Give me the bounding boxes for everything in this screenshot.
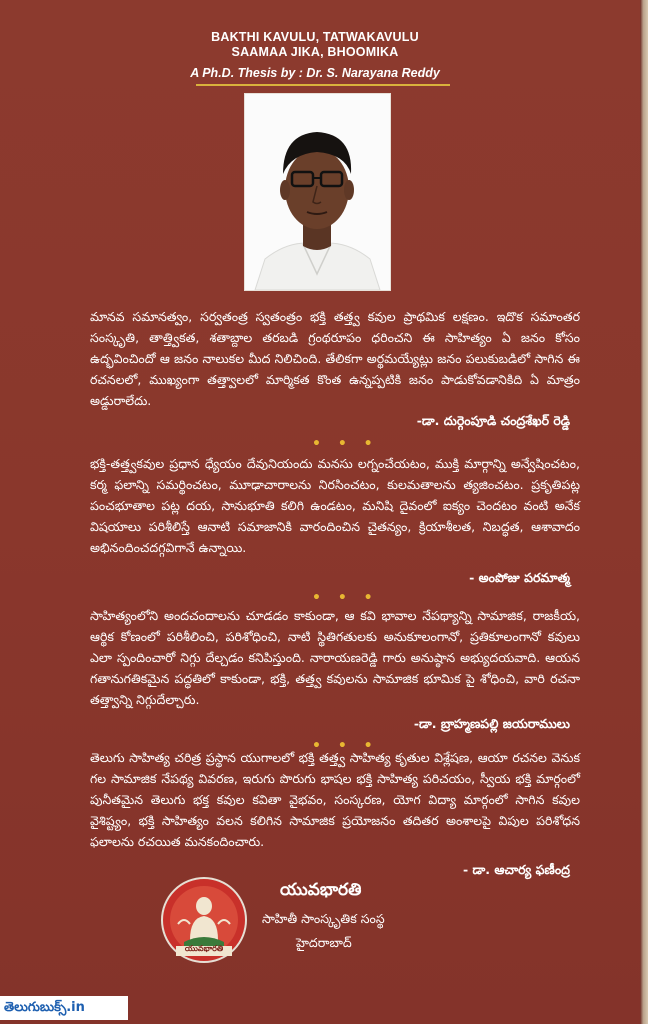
separator-dots-2: • • • xyxy=(312,590,379,606)
author-portrait-illustration xyxy=(245,94,390,290)
publisher-subtitle: సాహితీ సాంస్కృతిక సంస్థ xyxy=(262,911,385,926)
review-author-3: -డా. బ్రాహ్మణపల్లి జయరాములు xyxy=(413,716,570,731)
separator-dots-1: • • • xyxy=(312,436,379,452)
publisher-logo xyxy=(160,876,248,964)
title-divider xyxy=(196,84,450,86)
emblem-lettering: యువభారతి xyxy=(184,944,224,953)
book-spine-edge xyxy=(640,0,648,1024)
book-title xyxy=(180,30,450,60)
thesis-author-line: A Ph.D. Thesis by : Dr. S. Narayana Reddy xyxy=(190,66,440,80)
site-watermark: తెలుగుబుక్స్.in xyxy=(0,996,128,1020)
publisher-city: హైదరాబాద్ xyxy=(296,935,352,950)
review-author-4: - డా. ఆచార్య ఫణీంద్ర xyxy=(462,862,570,877)
title-line-1: BAKTHI KAVULU, TATWAKAVULU xyxy=(211,30,419,44)
review-paragraph-3: సాహిత్యంలోని అందచందాలను చూడడం కాకుండా, ఆ కవి భావాల నేపథ్యాన్ని సామాజిక, రాజకీయ, ఆర్థిక కోణంలో పరిశీలించి, పరిశోధించి, నాటి స్థితిగతులకు అనుకూలంగానో, ప్రతికూలంగానో కవులు ఎలా స్పందించారో నిగ్గు దేల్చడం కనిపిస్తుంది. నారాయణరెడ్డి గారు అనుష్ఠాన అభ్యుదయవాది. ఆయన గతానుగతికమైన పద్ధతిలో కాకుండా, భక్తి, తత్త్వ కవులను సామాజిక భూమిక పై శోధించి, వారి రచనా తత్త్వాన్ని నిగ్గుదేల్చారు. xyxy=(90,608,580,707)
title-line-2: SAAMAA JIKA, BHOOMIKA xyxy=(231,45,399,59)
publisher-name: యువభారతి xyxy=(280,880,362,900)
review-paragraph-1: మానవ సమానత్వం, సర్వతంత్ర స్వతంత్రం భక్తి తత్త్వ కవుల ప్రాథమిక లక్షణం. ఇదొక సమాంతర సంస్కృతి, తాత్త్వికత, శతాబ్దాల తరబడి గ్రంథరూపం ధరించని ఈ సాహిత్యం ఏ జనం కోసం ఉద్భవించిందో ఆ జనం నాలుకల మీద నిలిచింది. తేలికగా అర్థమయ్యేట్లు జనం పలుకుబడిలో సాగిన ఈ రచనలలో, ముఖ్యంగా తత్త్వాలలో మార్మికత కొంత ఉన్నప్పటికి జనం పాడుకోవడానికిది ఏ మాత్రం అడ్డురాలేదు. xyxy=(90,309,580,408)
review-author-2: - అంపోజు పరమాత్మ xyxy=(469,570,570,585)
author-photo xyxy=(244,93,391,291)
separator-dots-3: • • • xyxy=(312,738,379,754)
review-author-1: -డా. దుర్గెంపూడి చంద్రశేఖర్ రెడ్డి xyxy=(416,413,570,428)
review-paragraph-2: భక్తి-తత్త్వకవుల ప్రధాన ధ్యేయం దేవునియందు మనసు లగ్నంచేయటం, ముక్తి మార్గాన్ని అన్వేషించటం, కర్మ ఫలాన్ని సమర్థించటం, మూఢాచారాలను నిరసించటం, కులమతాలను త్యజించటం. ప్రకృతిపట్ల పంచభూతాల పట్ల దయ, సానుభూతి కలిగి ఉండటం, మనిషి దైవంలో ఐక్యం చెందటం వంటి అనేక విషయాలు పరిశీలిస్తే ఆనాటి సమాజానికి వారందించిన చైతన్యం, క్రియాశీలత, నిబద్ధత, ఆశావాదం అభినందించదగ్గవిగానే ఉన్నాయి. xyxy=(90,456,580,555)
review-paragraph-4: తెలుగు సాహిత్య చరిత్ర ప్రస్థాన యుగాలలో భక్తి తత్త్వ సాహిత్య కృతుల విశ్లేషణ, ఆయా రచనల వెనుక గల సామాజిక నేపథ్య వివరణ, ఇరుగు పొరుగు భాషల భక్తి సాహిత్య పరిచయం, స్వీయ భక్తి మార్గంలో పునీతమైన తెలుగు భక్త కవుల కవితా వైభవం, సంస్కరణ, యోగ విద్యా మార్గంలో సాగిన కవుల వైశిష్ట్యం, భక్తి సాహిత్యం వలన కలిగిన సామాజిక ప్రయోజనం తదితర అంశాలపై విపుల పరిశోధన ఫలాలను రచయిత మనకందించారు. xyxy=(90,750,580,849)
